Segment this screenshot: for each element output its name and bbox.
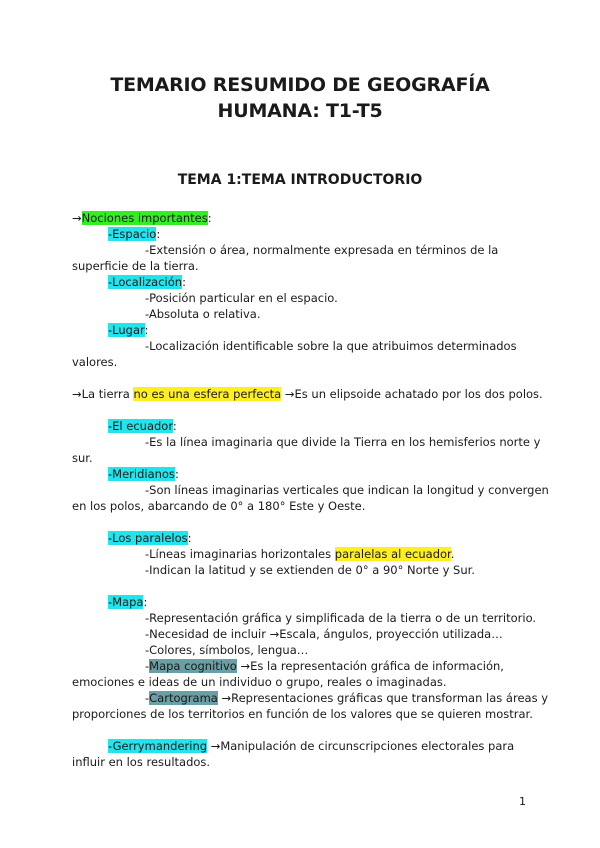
- gerrymandering-label: -Gerrymandering: [108, 739, 208, 753]
- arrow-icon: →: [72, 211, 82, 225]
- mapa-term: -Mapa:: [108, 595, 148, 609]
- ecuador-term: -El ecuador:: [108, 419, 177, 433]
- espacio-def2: superficie de la tierra.: [72, 259, 199, 273]
- paralelos-def1: -Líneas imaginarias horizontales paralelas al ecuador.: [145, 547, 455, 561]
- lugar-def2: valores.: [72, 355, 118, 369]
- localizacion-label: -Localización: [108, 275, 183, 289]
- mapa-cognitivo-line: -Mapa cognitivo →Es la representación gráfica de información,: [145, 659, 504, 673]
- espacio-label: -Espacio: [108, 227, 157, 241]
- gerrymandering-line: -Gerrymandering →Manipulación de circunscripciones electorales para: [108, 739, 515, 753]
- nociones-line: →Nociones importantes:: [72, 211, 212, 225]
- cartograma-line: -Cartograma →Representaciones gráficas que transforman las áreas y: [145, 691, 549, 705]
- ecuador-label: -El ecuador: [108, 419, 173, 433]
- localizacion-term: -Localización:: [108, 275, 186, 289]
- mapa-cognitivo-cont: emociones e ideas de un individuo o grupo, reales o imaginadas.: [72, 675, 447, 689]
- tierra-highlight: no es una esfera perfecta: [133, 387, 282, 401]
- paralelos-term: -Los paralelos:: [108, 531, 192, 545]
- paralelos-highlight: paralelas al ecuador: [334, 547, 451, 561]
- meridianos-def1: -Son líneas imaginarias verticales que indican la longitud y convergen: [145, 483, 549, 497]
- mapa-cognitivo-label: Mapa cognitivo: [149, 659, 237, 673]
- paralelos-def2: -Indican la latitud y se extienden de 0° a 90° Norte y Sur.: [145, 563, 475, 577]
- section-heading: TEMA 1:TEMA INTRODUCTORIO: [177, 172, 423, 188]
- mapa-def2: -Necesidad de incluir →Escala, ángulos, proyección utilizada…: [145, 627, 503, 641]
- gerrymandering-cont: influir en los resultados.: [72, 755, 211, 769]
- page-number: 1: [519, 795, 526, 808]
- mapa-label: -Mapa: [108, 595, 144, 609]
- nociones-label: Nociones importantes: [81, 211, 208, 225]
- mapa-def1: -Representación gráfica y simplificada de la tierra o de un territorio.: [145, 611, 537, 625]
- ecuador-def1: -Es la línea imaginaria que divide la Tierra en los hemisferios norte y: [145, 435, 541, 449]
- cartograma-label: Cartograma: [149, 691, 218, 705]
- tierra-line: →La tierra no es una esfera perfecta →Es un elipsoide achatado por los dos polos.: [72, 387, 543, 401]
- espacio-term: -Espacio:: [108, 227, 161, 241]
- localizacion-def1: -Posición particular en el espacio.: [145, 291, 338, 305]
- paralelos-label: -Los paralelos: [108, 531, 188, 545]
- lugar-def1: -Localización identificable sobre la que atribuimos determinados: [145, 339, 517, 353]
- cartograma-cont: proporciones de los territorios en función de los valores que se quieren mostrar.: [72, 707, 533, 721]
- lugar-label: -Lugar: [108, 323, 145, 337]
- ecuador-def2: sur.: [72, 451, 93, 465]
- lugar-term: -Lugar:: [108, 323, 149, 337]
- mapa-def3: -Colores, símbolos, lengua…: [145, 643, 309, 657]
- meridianos-label: -Meridianos: [108, 467, 175, 481]
- localizacion-def2: -Absoluta o relativa.: [145, 307, 261, 321]
- espacio-def1: -Extensión o área, normalmente expresada en términos de la: [145, 243, 499, 257]
- meridianos-def2: en los polos, abarcando de 0° a 180° Este y Oeste.: [72, 499, 366, 513]
- document-title-line1: TEMARIO RESUMIDO DE GEOGRAFÍA: [110, 74, 490, 96]
- document-title-line2: HUMANA: T1-T5: [217, 100, 383, 122]
- meridianos-term: -Meridianos:: [108, 467, 179, 481]
